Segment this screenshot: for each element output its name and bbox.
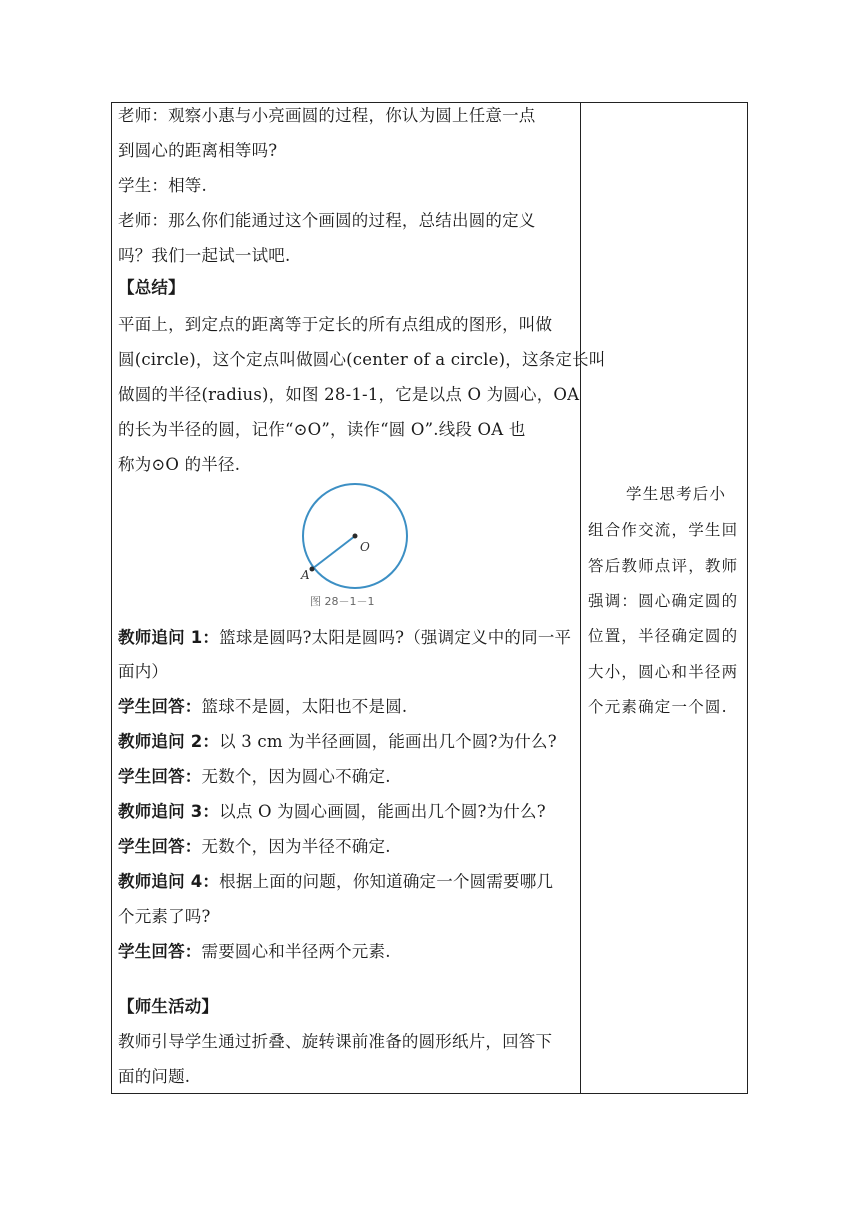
qa-line: [118, 801, 546, 823]
text-line: 的长为半径的圆，记作“⊙O”，读作“圆 O”.线段 OA 也: [118, 420, 526, 439]
qa-text: 个元素了吗?: [118, 907, 211, 926]
qa-label: 教师追问 3：: [118, 802, 220, 821]
qa-label: 学生回答：: [118, 837, 202, 856]
text-line: 老师：那么你们能通过这个画圆的过程，总结出圆的定义: [118, 211, 536, 230]
qa-text: 篮球是圆吗?太阳是圆吗?（强调定义中的同一平: [219, 628, 572, 647]
note-line: 组合作交流，学生回: [588, 521, 739, 539]
qa-text: 无数个，因为圆心不确定.: [201, 767, 391, 786]
circle-figure: [298, 479, 418, 614]
text-line: 学生：相等.: [118, 176, 207, 195]
text-line: 圆(circle)，这个定点叫做圆心(center of a circle)，这条定长叫: [118, 350, 606, 369]
qa-label: 教师追问 2：: [118, 732, 220, 751]
text-line: 到圆心的距离相等吗?: [118, 141, 278, 160]
qa-text: 以 3 cm 为半径画圆，能画出几个圆?为什么?: [219, 732, 557, 751]
point-a: [310, 567, 315, 572]
qa-label: 学生回答：: [118, 697, 202, 716]
label-a: A: [301, 568, 310, 582]
qa-line: [118, 627, 571, 649]
lesson-table: [111, 102, 748, 1094]
qa-text: 需要圆心和半径两个元素.: [201, 942, 391, 961]
column-divider: [580, 103, 581, 1093]
qa-text: 无数个，因为半径不确定.: [201, 837, 391, 856]
activity-heading: 【师生活动】: [118, 997, 219, 1016]
label-o: O: [360, 540, 370, 554]
text-line: 平面上，到定点的距离等于定长的所有点组成的图形，叫做: [118, 315, 553, 334]
text-line: 吗？我们一起试一试吧.: [118, 246, 291, 265]
qa-line: [118, 871, 553, 893]
note-line: 个元素确定一个圆.: [588, 698, 728, 716]
qa-label: 学生回答：: [118, 942, 202, 961]
text-line: 做圆的半径(radius)，如图 28-1-1，它是以点 O 为圆心，OA: [118, 385, 580, 404]
note-line: 答后教师点评，教师: [588, 557, 739, 575]
qa-line: [118, 696, 407, 718]
note-line: 强调：圆心确定圆的: [588, 592, 739, 610]
qa-line: [118, 941, 391, 963]
qa-line: [118, 766, 391, 788]
text-line: 老师：观察小惠与小亮画圆的过程，你认为圆上任意一点: [118, 106, 536, 125]
qa-text: 以点 O 为圆心画圆，能画出几个圆?为什么?: [219, 802, 546, 821]
qa-label: 教师追问 4：: [118, 872, 220, 891]
note-line: 位置，半径确定圆的: [588, 627, 739, 645]
activity-line: 教师引导学生通过折叠、旋转课前准备的圆形纸片，回答下: [118, 1032, 553, 1051]
center-point: [353, 534, 358, 539]
qa-line: [118, 906, 211, 928]
qa-line: [118, 731, 557, 753]
qa-label: 学生回答：: [118, 767, 202, 786]
qa-line: [118, 661, 168, 683]
note-line: 大小，圆心和半径两: [588, 663, 739, 681]
qa-text: 根据上面的问题，你知道确定一个圆需要哪几: [219, 872, 554, 891]
figure-caption: 图 28－1－1: [310, 595, 375, 608]
radius-oa: [312, 536, 355, 569]
qa-label: 教师追问 1：: [118, 628, 220, 647]
summary-heading: 【总结】: [118, 278, 185, 297]
note-line: 学生思考后小: [626, 485, 727, 503]
qa-text: 篮球不是圆，太阳也不是圆.: [201, 697, 408, 716]
qa-text: 面内）: [118, 662, 169, 681]
circle-diagram: [298, 479, 418, 614]
qa-line: [118, 836, 391, 858]
text-line: 称为⊙O 的半径.: [118, 455, 241, 474]
activity-line: 面的问题.: [118, 1067, 191, 1086]
